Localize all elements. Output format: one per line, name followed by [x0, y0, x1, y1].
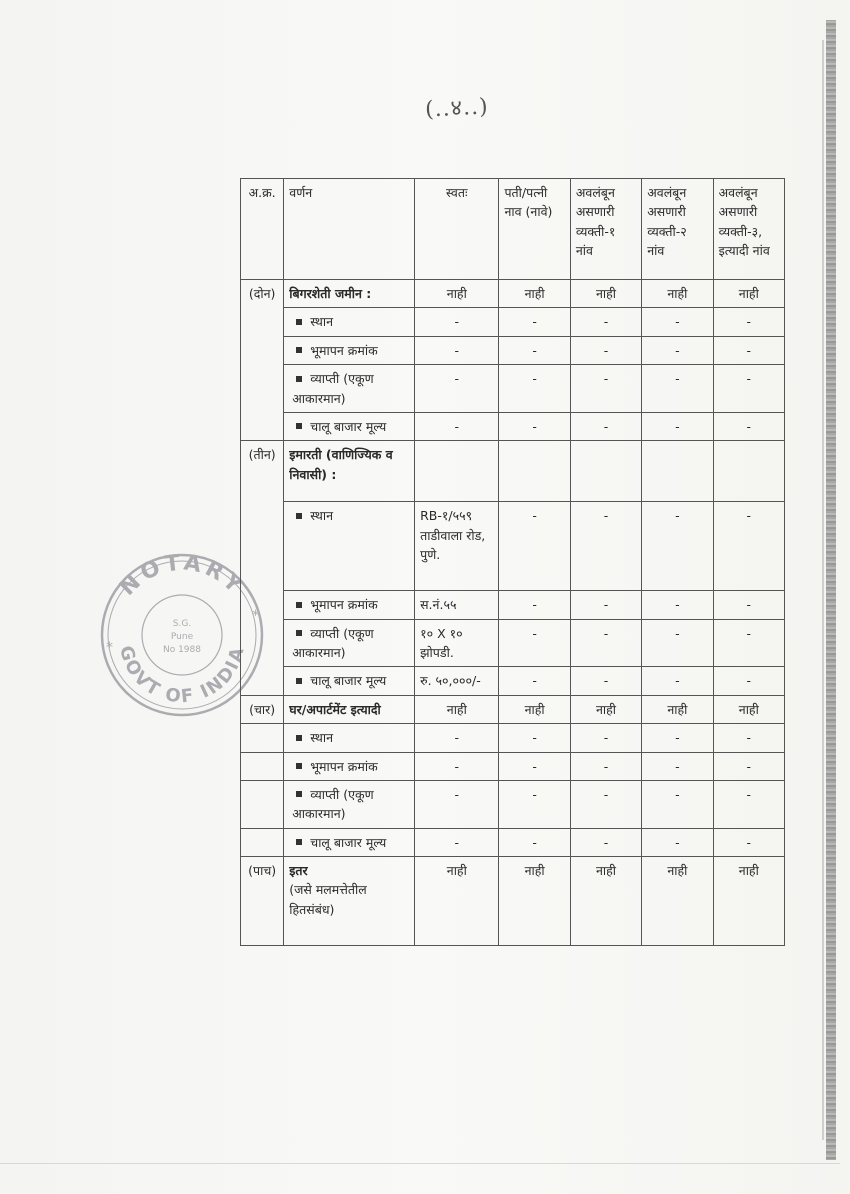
- value-cell: -: [415, 336, 499, 364]
- scan-edge: [826, 20, 836, 1160]
- section-title: [284, 857, 415, 946]
- value-cell: -: [642, 828, 713, 856]
- empty-number-cell: [241, 724, 284, 752]
- value-cell: नाही: [570, 857, 641, 946]
- section-row: [241, 441, 785, 502]
- sub-row-label-text: स्थान: [310, 730, 334, 746]
- value-cell: नाही: [499, 280, 570, 308]
- value-cell: -: [499, 502, 570, 591]
- value-cell: -: [499, 828, 570, 856]
- sub-row-label-text: व्याप्ती (एकूण आकारमान): [292, 786, 374, 822]
- value-cell: -: [713, 336, 784, 364]
- sub-row: [241, 502, 785, 591]
- value-cell: -: [713, 412, 784, 440]
- svg-text:*: *: [106, 640, 113, 656]
- sub-row-label: [284, 828, 415, 856]
- table-header-row: [241, 179, 785, 280]
- bullet-icon: [296, 347, 302, 353]
- value-cell: -: [415, 780, 499, 828]
- value-cell: -: [642, 591, 713, 619]
- value-cell: -: [570, 780, 641, 828]
- value-cell: RB-१/५५९ ताडीवाला रोड, पुणे.: [415, 502, 499, 591]
- section-title-text: इतर: [289, 863, 308, 878]
- sub-row-label-text: व्याप्ती (एकूण आकारमान): [292, 371, 374, 406]
- value-cell: [642, 441, 713, 502]
- sub-row-label: [284, 308, 415, 336]
- value-cell: -: [713, 667, 784, 695]
- bullet-icon: [296, 376, 302, 382]
- section-row: [241, 857, 785, 946]
- bullet-icon: [296, 678, 302, 684]
- value-cell: -: [713, 308, 784, 336]
- sub-row-label: [284, 619, 415, 667]
- value-cell: नाही: [499, 857, 570, 946]
- stamp-top-text: NOTARY: [115, 550, 249, 601]
- sub-row: [241, 752, 785, 780]
- value-cell: नाही: [570, 280, 641, 308]
- header-spouse: पती/पत्नी नाव (नावे): [499, 179, 570, 280]
- sub-row-label: [284, 752, 415, 780]
- sub-row-label: [284, 667, 415, 695]
- value-cell: -: [713, 828, 784, 856]
- bullet-icon: [296, 602, 302, 608]
- value-cell: -: [570, 619, 641, 667]
- value-cell: -: [570, 752, 641, 780]
- empty-number-cell: [241, 780, 284, 828]
- value-cell: -: [713, 591, 784, 619]
- scan-edge-line: [822, 40, 824, 1140]
- sub-row-label: [284, 336, 415, 364]
- value-cell: [570, 441, 641, 502]
- value-cell: नाही: [415, 857, 499, 946]
- header-self: स्वतः: [415, 179, 499, 280]
- section-title: [284, 441, 415, 502]
- section-number: (तीन): [241, 441, 284, 696]
- section-title-text: घर/अपार्टमेंट इत्यादी: [289, 701, 381, 717]
- value-cell: -: [713, 780, 784, 828]
- sub-row: [241, 828, 785, 856]
- value-cell: -: [570, 502, 641, 591]
- sub-row: [241, 591, 785, 619]
- empty-number-cell: [241, 828, 284, 856]
- value-cell: -: [713, 619, 784, 667]
- sub-row-label: [284, 724, 415, 752]
- value-cell: नाही: [642, 857, 713, 946]
- header-dep3: अवलंबून असणारी व्यक्ती-३, इत्यादी नांव: [713, 179, 784, 280]
- empty-number-cell: [241, 752, 284, 780]
- sub-row: [241, 724, 785, 752]
- bullet-icon: [296, 735, 302, 741]
- assets-table: [240, 178, 785, 946]
- value-cell: -: [415, 724, 499, 752]
- value-cell: -: [570, 365, 641, 413]
- value-cell: -: [570, 308, 641, 336]
- value-cell: -: [713, 502, 784, 591]
- sub-row-label-text: भूमापन क्रमांक: [310, 342, 378, 358]
- section-note: (जसे मलमत्तेतील हितसंबंध): [289, 882, 367, 917]
- value-cell: -: [499, 724, 570, 752]
- value-cell: -: [570, 591, 641, 619]
- value-cell: रु. ५०,०००/-: [415, 667, 499, 695]
- value-cell: -: [415, 828, 499, 856]
- value-cell: -: [499, 365, 570, 413]
- value-cell: [415, 441, 499, 502]
- value-cell: -: [642, 724, 713, 752]
- value-cell: -: [499, 412, 570, 440]
- sub-row-label: [284, 365, 415, 413]
- value-cell: -: [415, 308, 499, 336]
- value-cell: -: [499, 336, 570, 364]
- sub-row-label-text: स्थान: [310, 314, 334, 330]
- sub-row-label: [284, 502, 415, 591]
- value-cell: -: [642, 412, 713, 440]
- section-number: (चार): [241, 695, 284, 723]
- sub-row: [241, 780, 785, 828]
- sub-row: [241, 336, 785, 364]
- bullet-icon: [296, 423, 302, 429]
- sub-row: [241, 365, 785, 413]
- sub-row: [241, 308, 785, 336]
- header-dep2: अवलंबून असणारी व्यक्ती-२ नांव: [642, 179, 713, 280]
- value-cell: -: [570, 828, 641, 856]
- value-cell: -: [570, 336, 641, 364]
- sub-row-label: [284, 591, 415, 619]
- section-number: (पाच): [241, 857, 284, 946]
- sub-row-label: [284, 780, 415, 828]
- scan-bottom-line: [0, 1163, 840, 1164]
- value-cell: नाही: [713, 280, 784, 308]
- section-title-text: बिगरशेती जमीन :: [289, 286, 372, 301]
- value-cell: -: [415, 412, 499, 440]
- value-cell: -: [499, 591, 570, 619]
- sub-row-label-text: भूमापन क्रमांक: [310, 758, 378, 774]
- value-cell: -: [642, 308, 713, 336]
- bullet-icon: [296, 791, 302, 797]
- value-cell: नाही: [713, 695, 784, 723]
- header-desc: वर्णन: [284, 179, 415, 280]
- value-cell: -: [499, 780, 570, 828]
- sub-row-label-text: व्याप्ती (एकूण आकारमान): [292, 625, 374, 660]
- bullet-icon: [296, 839, 302, 845]
- sub-row: [241, 619, 785, 667]
- value-cell: -: [499, 752, 570, 780]
- value-cell: -: [713, 724, 784, 752]
- value-cell: नाही: [415, 695, 499, 723]
- value-cell: -: [570, 412, 641, 440]
- value-cell: नाही: [713, 857, 784, 946]
- bullet-icon: [296, 319, 302, 325]
- value-cell: -: [415, 365, 499, 413]
- sub-row: [241, 412, 785, 440]
- value-cell: -: [642, 365, 713, 413]
- section-title: [284, 695, 415, 723]
- value-cell: -: [570, 667, 641, 695]
- section-number: (दोन): [241, 280, 284, 441]
- value-cell: नाही: [499, 695, 570, 723]
- value-cell: -: [570, 724, 641, 752]
- svg-text:*: *: [252, 608, 259, 624]
- page-number: (..४..): [424, 94, 490, 123]
- value-cell: -: [642, 619, 713, 667]
- sub-row-label-text: चालू बाजार मूल्य: [310, 834, 387, 850]
- stamp-bottom-text: GOVT OF INDIA: [115, 643, 249, 708]
- svg-text:No 1988: No 1988: [162, 645, 202, 655]
- value-cell: -: [642, 752, 713, 780]
- value-cell: नाही: [570, 695, 641, 723]
- section-row: [241, 280, 785, 308]
- value-cell: -: [499, 619, 570, 667]
- value-cell: -: [642, 336, 713, 364]
- section-title: [284, 280, 415, 308]
- svg-text:S.G.: S.G.: [172, 619, 192, 629]
- value-cell: १० X १० झोपडी.: [415, 619, 499, 667]
- value-cell: -: [642, 502, 713, 591]
- sub-row-label-text: चालू बाजार मूल्य: [310, 418, 387, 434]
- value-cell: -: [642, 780, 713, 828]
- sub-row-label-text: भूमापन क्रमांक: [310, 597, 378, 613]
- sub-row-label-text: स्थान: [310, 508, 334, 524]
- header-sr: अ.क्र.: [241, 179, 284, 280]
- sub-row-label: [284, 412, 415, 440]
- value-cell: नाही: [642, 280, 713, 308]
- value-cell: -: [713, 752, 784, 780]
- value-cell: नाही: [642, 695, 713, 723]
- value-cell: -: [499, 308, 570, 336]
- section-title-text: इमारती (वाणिज्यिक व निवासी) :: [289, 447, 393, 482]
- svg-text:Pune: Pune: [170, 632, 194, 642]
- bullet-icon: [296, 513, 302, 519]
- sub-row: [241, 667, 785, 695]
- value-cell: -: [713, 365, 784, 413]
- section-row: [241, 695, 785, 723]
- value-cell: -: [642, 667, 713, 695]
- value-cell: -: [415, 752, 499, 780]
- value-cell: -: [499, 667, 570, 695]
- value-cell: [499, 441, 570, 502]
- value-cell: स.नं.५५: [415, 591, 499, 619]
- value-cell: [713, 441, 784, 502]
- bullet-icon: [296, 763, 302, 769]
- header-dep1: अवलंबून असणारी व्यक्ती-१ नांव: [570, 179, 641, 280]
- sub-row-label-text: चालू बाजार मूल्य: [310, 673, 387, 689]
- value-cell: नाही: [415, 280, 499, 308]
- bullet-icon: [296, 630, 302, 636]
